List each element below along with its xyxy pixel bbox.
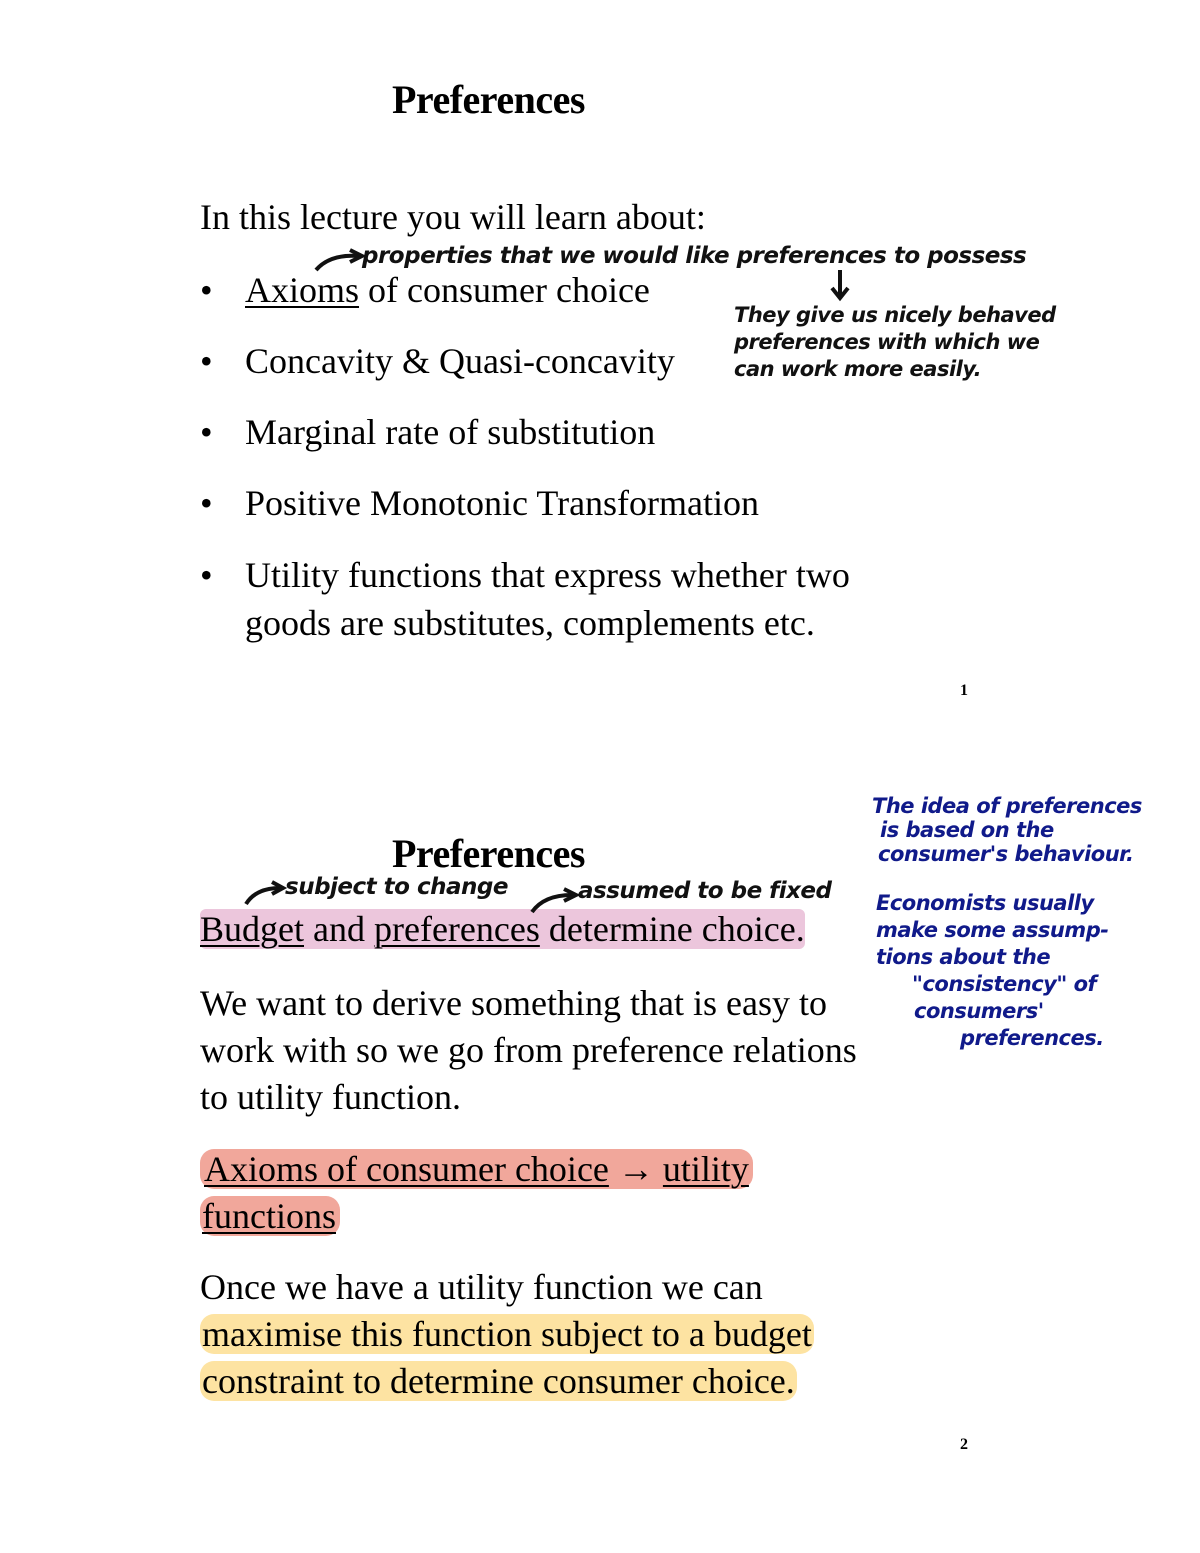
- page2-title: Preferences: [392, 831, 585, 876]
- bullet-pmt-text: Positive Monotonic Transformation: [245, 483, 760, 523]
- preferences-annotation: assumed to be fixed: [578, 878, 832, 904]
- preferences-arrow-icon: [532, 895, 572, 912]
- derive-line3: to utility function.: [200, 1077, 461, 1117]
- determine-choice-text: determine choice.: [539, 909, 805, 949]
- budget-word: Budget: [200, 909, 304, 949]
- page1-intro: In this lecture you will learn about:: [200, 197, 706, 237]
- page-number-2: 2: [960, 1436, 968, 1453]
- bullet-dot: •: [200, 341, 213, 381]
- and-word: and: [304, 909, 374, 949]
- idea-line3: consumer's behaviour.: [878, 842, 1134, 866]
- econ-line3: tions about the: [876, 945, 1051, 969]
- econ-line4: "consistency" of: [912, 972, 1097, 996]
- maximise-line3: constraint to determine consumer choice.: [202, 1361, 795, 1401]
- arrow-symbol: →: [617, 1149, 654, 1189]
- econ-line5: consumers': [914, 999, 1044, 1023]
- bullet-axioms-rest: of consumer choice: [359, 270, 650, 310]
- bullet-utility-line1: Utility functions that express whether two: [245, 555, 850, 595]
- bullet-dot: •: [200, 412, 213, 452]
- econ-line1: Economists usually: [876, 891, 1094, 915]
- bullet-concavity-text: Concavity & Quasi-concavity: [245, 341, 675, 381]
- axioms-annotation: properties that we would like preferences to possess: [362, 243, 1027, 269]
- bullet-dot: •: [200, 555, 213, 595]
- axioms-word: Axioms: [245, 270, 360, 310]
- idea-line2: is based on the: [880, 818, 1054, 842]
- page-number-1: 1: [960, 682, 968, 699]
- utility-word: utility: [662, 1149, 749, 1189]
- preferences-word: preferences: [373, 909, 540, 949]
- nicely-behaved-line1: They give us nicely behaved: [734, 303, 1056, 327]
- axioms-consumer-choice: Axioms of consumer choice: [204, 1149, 609, 1189]
- budget-annotation: subject to change: [285, 874, 508, 900]
- bullet-dot: •: [200, 270, 213, 310]
- derive-line1: We want to derive something that is easy to: [200, 983, 827, 1023]
- idea-line1: The idea of preferences: [872, 794, 1142, 818]
- bullet-dot: •: [200, 483, 213, 523]
- functions-word: functions: [202, 1196, 336, 1236]
- maximise-line1: Once we have a utility function we can: [200, 1267, 763, 1307]
- econ-line6: preferences.: [960, 1026, 1104, 1050]
- econ-line2: make some assump-: [876, 918, 1109, 942]
- bullet-utility-line2: goods are substitutes, complements etc.: [245, 603, 815, 643]
- maximise-line2: maximise this function subject to a budget: [202, 1314, 812, 1354]
- derive-line2: work with so we go from preference relations: [200, 1030, 857, 1070]
- page1-title: Preferences: [392, 77, 585, 122]
- bullet-mrs-text: Marginal rate of substitution: [245, 412, 656, 452]
- nicely-behaved-line3: can work more easily.: [734, 357, 982, 381]
- nicely-behaved-line2: preferences with which we: [734, 330, 1040, 354]
